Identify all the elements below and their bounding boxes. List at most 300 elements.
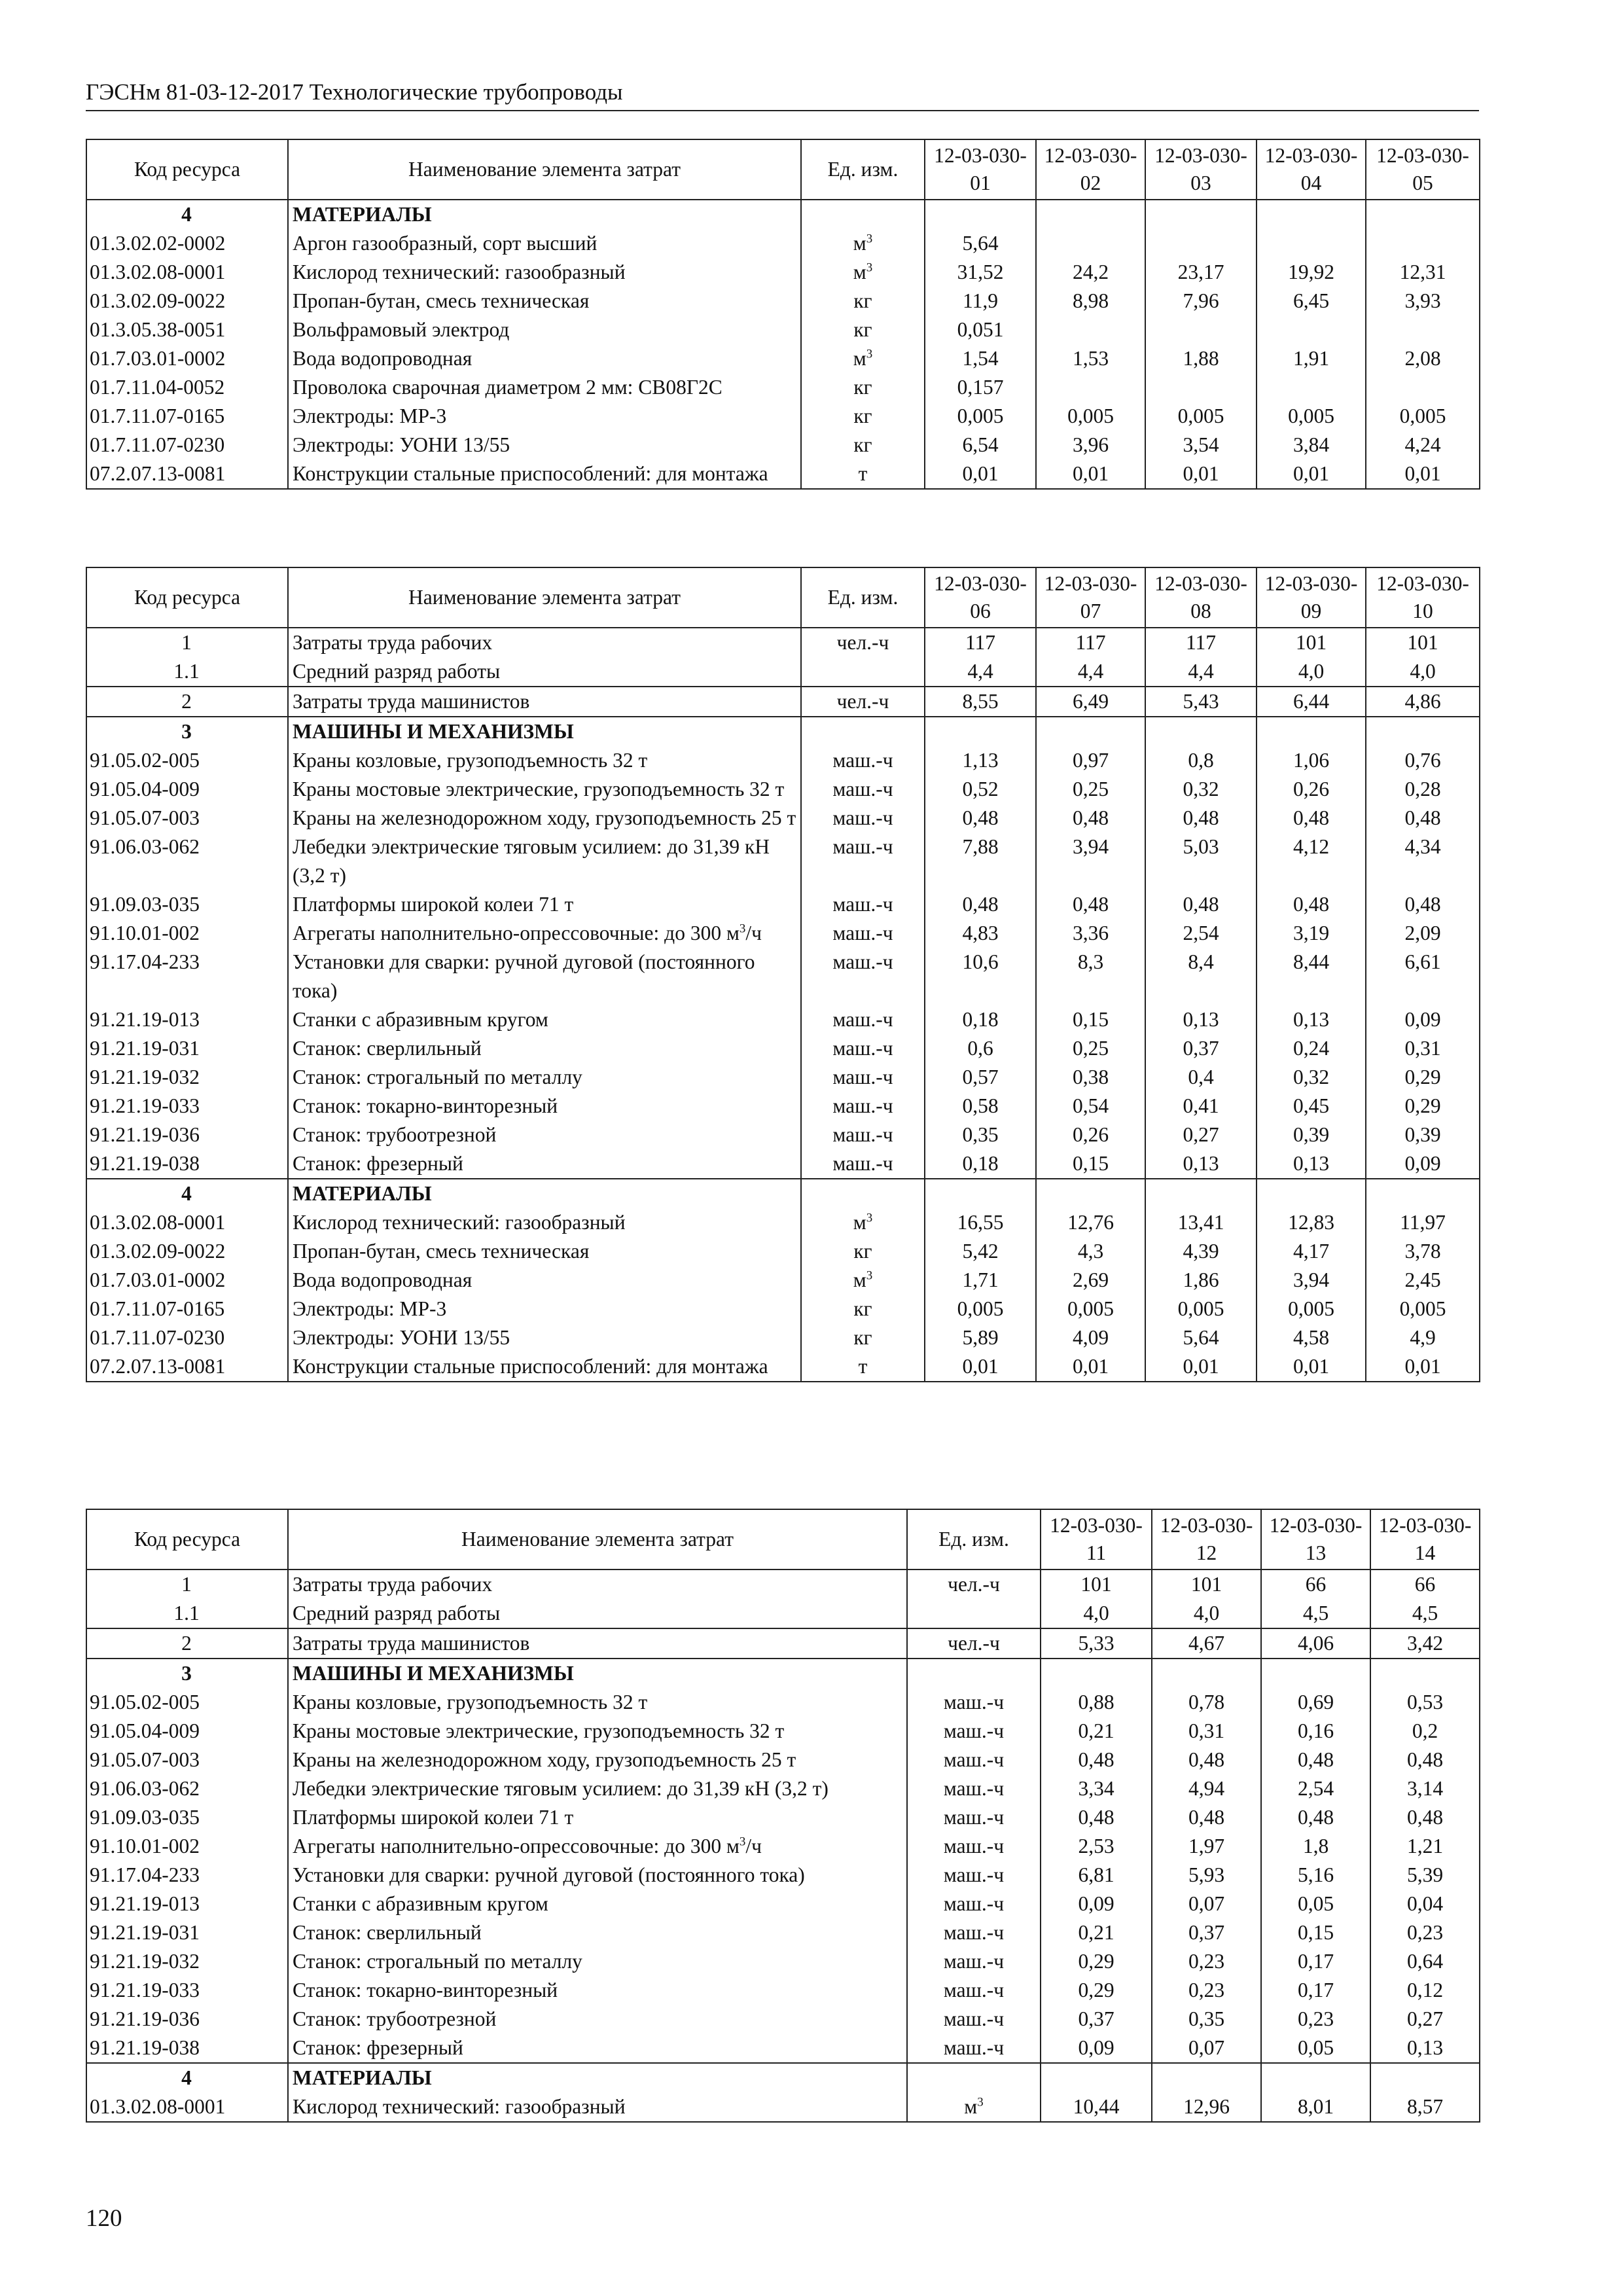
- resource-code: 91.21.19-033: [86, 1092, 288, 1121]
- resource-value: [1366, 1179, 1480, 1208]
- resource-unit: $м^3$: [907, 2092, 1041, 2122]
- resource-value: 7,88: [925, 833, 1036, 890]
- table-row: [86, 657, 1480, 687]
- resource-name: Кислород технический: газообразный: [288, 258, 801, 287]
- table-row: [86, 1570, 1480, 1599]
- table-row: [86, 1005, 1480, 1034]
- resource-value: 0,005: [925, 1295, 1036, 1323]
- resource-value: 0,01: [1257, 459, 1366, 489]
- resource-name: Электроды: УОНИ 13/55: [288, 431, 801, 459]
- resource-value: 3,96: [1036, 431, 1145, 459]
- resource-value: [1261, 1659, 1370, 1688]
- resource-value: 2,53: [1041, 1832, 1152, 1861]
- resource-value: 3,94: [1036, 833, 1145, 890]
- resource-value: 0,13: [1257, 1149, 1366, 1179]
- resource-value: 0,57: [925, 1063, 1036, 1092]
- resource-value: 6,81: [1041, 1861, 1152, 1890]
- resource-value: 2,54: [1261, 1774, 1370, 1803]
- resource-unit: маш.-ч: [801, 1092, 925, 1121]
- resource-value: 0,15: [1261, 1918, 1370, 1947]
- resource-value: 0,005: [1366, 1295, 1480, 1323]
- resource-name: Затраты труда рабочих: [288, 1570, 907, 1599]
- resource-value: 0,97: [1036, 746, 1145, 775]
- resource-code: 91.09.03-035: [86, 1803, 288, 1832]
- resource-value: 0,051: [925, 315, 1036, 344]
- resource-value: 0,69: [1261, 1688, 1370, 1717]
- table-row: [86, 258, 1480, 287]
- table-row: [86, 687, 1480, 717]
- resource-value: [1366, 229, 1480, 258]
- resource-unit: $м^3$: [801, 1266, 925, 1295]
- resource-value: 6,49: [1036, 687, 1145, 717]
- resource-unit: [907, 1599, 1041, 1628]
- resource-unit: $м^3$: [801, 229, 925, 258]
- resource-value: 0,09: [1041, 1890, 1152, 1918]
- resource-value: 0,31: [1366, 1034, 1480, 1063]
- resource-value: [925, 200, 1036, 229]
- resource-value: 0,48: [1041, 1803, 1152, 1832]
- resource-value: [925, 1179, 1036, 1208]
- resource-value: 5,43: [1145, 687, 1257, 717]
- resource-value: 5,93: [1152, 1861, 1261, 1890]
- table-header: [86, 1509, 1480, 1570]
- table-row: [86, 746, 1480, 775]
- resource-value: [1366, 200, 1480, 229]
- resource-unit: маш.-ч: [907, 1832, 1041, 1861]
- resource-unit: чел.-ч: [801, 687, 925, 717]
- header-name: Наименование элемента затрат: [288, 567, 801, 628]
- resource-value: 6,61: [1366, 948, 1480, 1005]
- resource-name: Пропан-бутан, смесь техническая: [288, 287, 801, 315]
- resource-value: 3,78: [1366, 1237, 1480, 1266]
- resource-unit: кг: [801, 315, 925, 344]
- resource-unit: $м^3$: [801, 344, 925, 373]
- resource-value: 0,01: [1366, 459, 1480, 489]
- table-row: [86, 402, 1480, 431]
- resource-name: Вода водопроводная: [288, 344, 801, 373]
- resource-value: 5,64: [925, 229, 1036, 258]
- resource-name: Кислород технический: газообразный: [288, 2092, 907, 2122]
- resource-value: [1145, 315, 1257, 344]
- resource-code: 1.1: [86, 657, 288, 687]
- resource-unit: кг: [801, 1323, 925, 1352]
- resource-value: 7,96: [1145, 287, 1257, 315]
- resource-code: 01.3.02.02-0002: [86, 229, 288, 258]
- resource-value: 0,48: [1366, 804, 1480, 833]
- resource-value: 4,12: [1257, 833, 1366, 890]
- table-row: [86, 1717, 1480, 1746]
- resource-value: [1036, 373, 1145, 402]
- resource-value: [1261, 2063, 1370, 2092]
- resource-name: Станок: строгальный по металлу: [288, 1947, 907, 1976]
- resource-code: 4: [86, 200, 288, 229]
- resource-unit: кг: [801, 1295, 925, 1323]
- resource-unit: $м^3$: [801, 1208, 925, 1237]
- resource-value: 0,48: [1152, 1746, 1261, 1774]
- resource-value: 0,88: [1041, 1688, 1152, 1717]
- resource-value: 8,01: [1261, 2092, 1370, 2122]
- resource-value: 0,005: [1257, 1295, 1366, 1323]
- resource-value: 0,39: [1257, 1121, 1366, 1149]
- resource-value: 1,06: [1257, 746, 1366, 775]
- header-col: 12-03-030-01: [925, 139, 1036, 200]
- resource-unit: маш.-ч: [801, 1005, 925, 1034]
- resource-unit: т: [801, 459, 925, 489]
- resource-value: [1257, 373, 1366, 402]
- resource-value: 1,8: [1261, 1832, 1370, 1861]
- resource-value: 0,18: [925, 1005, 1036, 1034]
- resource-value: 16,55: [925, 1208, 1036, 1237]
- resource-value: 0,18: [925, 1149, 1036, 1179]
- resource-code: 01.7.11.07-0165: [86, 402, 288, 431]
- resource-value: 0,48: [1145, 890, 1257, 919]
- resource-value: 0,48: [1366, 890, 1480, 919]
- resource-value: 5,33: [1041, 1628, 1152, 1659]
- resource-name: МАТЕРИАЛЫ: [288, 2063, 907, 2092]
- resource-value: 5,42: [925, 1237, 1036, 1266]
- resource-value: 0,21: [1041, 1717, 1152, 1746]
- resource-value: 0,48: [1261, 1803, 1370, 1832]
- resource-value: 12,83: [1257, 1208, 1366, 1237]
- resource-code: 91.21.19-038: [86, 1149, 288, 1179]
- resource-value: 0,05: [1261, 2034, 1370, 2063]
- resource-code: 01.3.02.08-0001: [86, 1208, 288, 1237]
- resource-name: Станок: токарно-винторезный: [288, 1976, 907, 2005]
- resource-unit: маш.-ч: [801, 1034, 925, 1063]
- resource-value: 0,23: [1370, 1918, 1480, 1947]
- resource-value: 12,96: [1152, 2092, 1261, 2122]
- table-row: [86, 1034, 1480, 1063]
- resource-unit: маш.-ч: [907, 1861, 1041, 1890]
- resource-value: 0,37: [1041, 2005, 1152, 2034]
- resource-value: 0,32: [1257, 1063, 1366, 1092]
- resource-value: 4,5: [1261, 1599, 1370, 1628]
- table-row: [86, 1688, 1480, 1717]
- table-body: [86, 200, 1480, 489]
- resource-value: [1145, 717, 1257, 746]
- resource-name: Станок: сверлильный: [288, 1918, 907, 1947]
- resource-unit: маш.-ч: [907, 1774, 1041, 1803]
- resource-code: 91.21.19-013: [86, 1005, 288, 1034]
- resource-value: [1036, 229, 1145, 258]
- resource-value: 1,71: [925, 1266, 1036, 1295]
- resource-code: 01.3.02.09-0022: [86, 287, 288, 315]
- resource-value: 2,54: [1145, 919, 1257, 948]
- resource-code: 91.21.19-031: [86, 1918, 288, 1947]
- resource-value: [1370, 2063, 1480, 2092]
- resource-value: 0,13: [1257, 1005, 1366, 1034]
- resource-name: Электроды: МР-3: [288, 402, 801, 431]
- header-unit: Ед. изм.: [801, 139, 925, 200]
- table-row: [86, 287, 1480, 315]
- resource-value: 66: [1261, 1570, 1370, 1599]
- resource-value: 2,69: [1036, 1266, 1145, 1295]
- resource-value: [1036, 717, 1145, 746]
- resource-value: 31,52: [925, 258, 1036, 287]
- header-code: Код ресурса: [86, 567, 288, 628]
- resource-value: 24,2: [1036, 258, 1145, 287]
- resource-value: 2,45: [1366, 1266, 1480, 1295]
- resource-value: 23,17: [1145, 258, 1257, 287]
- table-row: [86, 1890, 1480, 1918]
- resource-value: 3,36: [1036, 919, 1145, 948]
- resource-value: 0,09: [1041, 2034, 1152, 2063]
- resource-value: [1257, 1179, 1366, 1208]
- resource-value: 4,67: [1152, 1628, 1261, 1659]
- resource-value: 0,78: [1152, 1688, 1261, 1717]
- table-row: [86, 1774, 1480, 1803]
- section-row: [86, 200, 1480, 229]
- table-row: [86, 2034, 1480, 2063]
- resource-unit: кг: [801, 402, 925, 431]
- resource-value: 1,97: [1152, 1832, 1261, 1861]
- resource-value: 0,17: [1261, 1976, 1370, 2005]
- resource-name: Краны мостовые электрические, грузоподъемность 32 т: [288, 1717, 907, 1746]
- resource-code: 01.7.11.07-0230: [86, 431, 288, 459]
- resource-value: 101: [1257, 628, 1366, 657]
- header-col: 12-03-030-13: [1261, 1509, 1370, 1570]
- resource-unit: кг: [801, 1237, 925, 1266]
- resource-name: Станок: токарно-винторезный: [288, 1092, 801, 1121]
- resource-value: 0,58: [925, 1092, 1036, 1121]
- resource-name: Установки для сварки: ручной дуговой (постоянного тока): [288, 1861, 907, 1890]
- resource-unit: маш.-ч: [801, 890, 925, 919]
- table-row: [86, 804, 1480, 833]
- resource-table-2: [86, 567, 1480, 1382]
- resource-value: [1366, 373, 1480, 402]
- resource-value: 0,48: [1257, 804, 1366, 833]
- resource-value: 3,34: [1041, 1774, 1152, 1803]
- resource-value: [1036, 200, 1145, 229]
- resource-code: 91.10.01-002: [86, 1832, 288, 1861]
- resource-value: 0,48: [1370, 1746, 1480, 1774]
- resource-code: 01.7.03.01-0002: [86, 344, 288, 373]
- resource-unit: маш.-ч: [907, 1918, 1041, 1947]
- resource-name: Вода водопроводная: [288, 1266, 801, 1295]
- resource-name: Станок: строгальный по металлу: [288, 1063, 801, 1092]
- resource-value: 4,39: [1145, 1237, 1257, 1266]
- table-row: [86, 1208, 1480, 1237]
- resource-name: Краны козловые, грузоподъемность 32 т: [288, 746, 801, 775]
- resource-name: Агрегаты наполнительно-опрессовочные: до 300 $м^3/ч$: [288, 1832, 907, 1861]
- table-row: [86, 1976, 1480, 2005]
- resource-code: 4: [86, 2063, 288, 2092]
- resource-value: 0,157: [925, 373, 1036, 402]
- resource-value: [1145, 373, 1257, 402]
- resource-code: 01.7.11.04-0052: [86, 373, 288, 402]
- resource-value: 0,05: [1261, 1890, 1370, 1918]
- resource-value: 4,0: [1041, 1599, 1152, 1628]
- resource-value: 0,64: [1370, 1947, 1480, 1976]
- resource-value: [1257, 717, 1366, 746]
- resource-value: 8,3: [1036, 948, 1145, 1005]
- table-row: [86, 373, 1480, 402]
- resource-value: 4,83: [925, 919, 1036, 948]
- header-col: 12-03-030-12: [1152, 1509, 1261, 1570]
- resource-name: Средний разряд работы: [288, 657, 801, 687]
- resource-value: [1366, 315, 1480, 344]
- table-row: [86, 628, 1480, 657]
- header-col: 12-03-030-10: [1366, 567, 1480, 628]
- section-row: [86, 1179, 1480, 1208]
- table-row: [86, 948, 1480, 1005]
- resource-value: 1,86: [1145, 1266, 1257, 1295]
- resource-name: Вольфрамовый электрод: [288, 315, 801, 344]
- resource-name: Установки для сварки: ручной дуговой (постоянного тока): [288, 948, 801, 1005]
- resource-value: 101: [1152, 1570, 1261, 1599]
- resource-code: 91.05.04-009: [86, 1717, 288, 1746]
- resource-value: 4,9: [1366, 1323, 1480, 1352]
- resource-value: 0,8: [1145, 746, 1257, 775]
- resource-value: 3,93: [1366, 287, 1480, 315]
- table-row: [86, 1803, 1480, 1832]
- resource-value: 10,44: [1041, 2092, 1152, 2122]
- resource-value: 4,5: [1370, 1599, 1480, 1628]
- resource-value: 0,48: [1145, 804, 1257, 833]
- resource-unit: [907, 2063, 1041, 2092]
- resource-code: 91.21.19-032: [86, 1063, 288, 1092]
- table-row: [86, 1599, 1480, 1628]
- resource-value: [1152, 2063, 1261, 2092]
- resource-value: [1370, 1659, 1480, 1688]
- resource-code: 91.21.19-038: [86, 2034, 288, 2063]
- resource-value: 4,0: [1257, 657, 1366, 687]
- resource-value: 0,48: [1036, 804, 1145, 833]
- resource-value: [1257, 315, 1366, 344]
- resource-value: [1257, 200, 1366, 229]
- resource-unit: кг: [801, 431, 925, 459]
- resource-value: 0,29: [1041, 1976, 1152, 2005]
- resource-value: [1041, 1659, 1152, 1688]
- resource-value: 3,84: [1257, 431, 1366, 459]
- resource-code: 91.21.19-036: [86, 1121, 288, 1149]
- resource-value: [1152, 1659, 1261, 1688]
- resource-name: Кислород технический: газообразный: [288, 1208, 801, 1237]
- resource-value: 0,16: [1261, 1717, 1370, 1746]
- resource-code: 91.21.19-031: [86, 1034, 288, 1063]
- table-row: [86, 1295, 1480, 1323]
- header-col: 12-03-030-04: [1257, 139, 1366, 200]
- resource-name: Краны на железнодорожном ходу, грузоподъемность 25 т: [288, 1746, 907, 1774]
- resource-value: 1,54: [925, 344, 1036, 373]
- resource-value: [1036, 315, 1145, 344]
- resource-code: 01.7.03.01-0002: [86, 1266, 288, 1295]
- resource-value: 12,76: [1036, 1208, 1145, 1237]
- resource-value: 0,12: [1370, 1976, 1480, 2005]
- resource-value: 0,23: [1152, 1976, 1261, 2005]
- table-header: [86, 139, 1480, 200]
- resource-unit: т: [801, 1352, 925, 1382]
- table-row: [86, 833, 1480, 890]
- resource-value: 66: [1370, 1570, 1480, 1599]
- resource-value: 6,44: [1257, 687, 1366, 717]
- resource-value: 12,31: [1366, 258, 1480, 287]
- table-row: [86, 431, 1480, 459]
- resource-unit: чел.-ч: [907, 1570, 1041, 1599]
- resource-value: 2,09: [1366, 919, 1480, 948]
- resource-value: 3,19: [1257, 919, 1366, 948]
- resource-value: 0,005: [1366, 402, 1480, 431]
- resource-name: Краны мостовые электрические, грузоподъемность 32 т: [288, 775, 801, 804]
- resource-value: 0,24: [1257, 1034, 1366, 1063]
- header-col: 12-03-030-07: [1036, 567, 1145, 628]
- resource-unit: маш.-ч: [801, 833, 925, 890]
- resource-value: 0,07: [1152, 1890, 1261, 1918]
- resource-value: 0,005: [1145, 402, 1257, 431]
- resource-name: Станок: трубоотрезной: [288, 2005, 907, 2034]
- resource-value: 0,48: [1370, 1803, 1480, 1832]
- resource-value: 11,9: [925, 287, 1036, 315]
- resource-value: 0,29: [1366, 1063, 1480, 1092]
- resource-value: 0,01: [925, 1352, 1036, 1382]
- resource-unit: [801, 1179, 925, 1208]
- resource-value: 0,52: [925, 775, 1036, 804]
- resource-name: Станок: фрезерный: [288, 2034, 907, 2063]
- resource-name: Конструкции стальные приспособлений: для монтажа: [288, 1352, 801, 1382]
- resource-code: 01.7.11.07-0165: [86, 1295, 288, 1323]
- resource-value: 4,3: [1036, 1237, 1145, 1266]
- resource-name: Электроды: МР-3: [288, 1295, 801, 1323]
- resource-value: [1145, 229, 1257, 258]
- resource-value: 0,17: [1261, 1947, 1370, 1976]
- resource-name: Платформы широкой колеи 71 т: [288, 1803, 907, 1832]
- table-row: [86, 775, 1480, 804]
- resource-value: 8,44: [1257, 948, 1366, 1005]
- resource-name: Станок: трубоотрезной: [288, 1121, 801, 1149]
- resource-value: 0,35: [1152, 2005, 1261, 2034]
- resource-value: 0,01: [1257, 1352, 1366, 1382]
- resource-name: Станки с абразивным кругом: [288, 1890, 907, 1918]
- resource-value: 10,6: [925, 948, 1036, 1005]
- table-row: [86, 459, 1480, 489]
- resource-unit: кг: [801, 287, 925, 315]
- table-row: [86, 229, 1480, 258]
- resource-name: Пропан-бутан, смесь техническая: [288, 1237, 801, 1266]
- header-col: 12-03-030-08: [1145, 567, 1257, 628]
- resource-name: МАТЕРИАЛЫ: [288, 200, 801, 229]
- resource-value: 0,01: [1145, 459, 1257, 489]
- resource-value: 5,89: [925, 1323, 1036, 1352]
- resource-name: МАТЕРИАЛЫ: [288, 1179, 801, 1208]
- resource-value: 117: [925, 628, 1036, 657]
- resource-code: 91.09.03-035: [86, 890, 288, 919]
- resource-code: 4: [86, 1179, 288, 1208]
- resource-value: 0,35: [925, 1121, 1036, 1149]
- resource-code: 01.3.05.38-0051: [86, 315, 288, 344]
- resource-value: 0,48: [1036, 890, 1145, 919]
- resource-value: 4,24: [1366, 431, 1480, 459]
- table-row: [86, 315, 1480, 344]
- header-unit: Ед. изм.: [907, 1509, 1041, 1570]
- table-row: [86, 2005, 1480, 2034]
- resource-value: 3,14: [1370, 1774, 1480, 1803]
- resource-value: 8,4: [1145, 948, 1257, 1005]
- resource-value: 4,4: [1145, 657, 1257, 687]
- resource-value: 4,09: [1036, 1323, 1145, 1352]
- resource-value: 4,17: [1257, 1237, 1366, 1266]
- resource-value: 4,4: [925, 657, 1036, 687]
- resource-value: 0,07: [1152, 2034, 1261, 2063]
- resource-value: 8,98: [1036, 287, 1145, 315]
- resource-unit: маш.-ч: [907, 1688, 1041, 1717]
- resource-code: 1.1: [86, 1599, 288, 1628]
- resource-unit: чел.-ч: [801, 628, 925, 657]
- resource-value: 0,04: [1370, 1890, 1480, 1918]
- resource-value: 0,37: [1145, 1034, 1257, 1063]
- table-body: [86, 1570, 1480, 2122]
- resource-table-3: [86, 1509, 1480, 2123]
- resource-code: 91.05.07-003: [86, 804, 288, 833]
